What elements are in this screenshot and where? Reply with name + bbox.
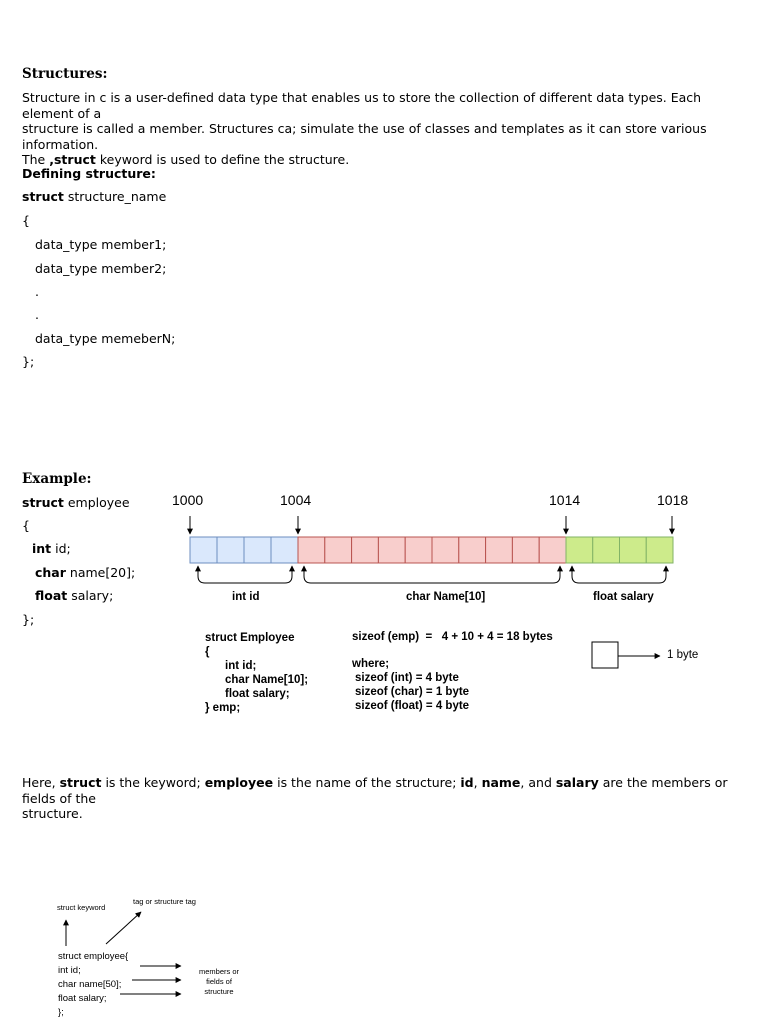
explanation-line-2: structure. [22, 806, 83, 821]
ex-open-brace: { [22, 518, 30, 533]
byte-legend-box [592, 642, 618, 668]
explanation-paragraph [22, 775, 732, 822]
sizeof-int: sizeof (int) = 4 byte [355, 672, 459, 684]
int-cell-3 [244, 537, 271, 563]
label-int-id: int id [232, 591, 260, 603]
def-open-brace: { [22, 213, 30, 228]
byte-legend-label: 1 byte [667, 649, 699, 661]
address-1000: 1000 [172, 492, 204, 508]
brace-float-salary [572, 566, 666, 583]
explanation-line-1: Here, struct is the keyword; employee is the name of the structure; id, name, and salary are the members or fields of the [22, 775, 728, 806]
section-heading-structures: Structures: [22, 66, 108, 82]
sizeof-where [352, 657, 469, 713]
sizeof-char: sizeof (char) = 1 byte [355, 686, 470, 698]
char-cell-1 [298, 537, 325, 563]
brace-char-name [304, 566, 560, 583]
label-members [193, 967, 245, 997]
address-1014: 1014 [549, 492, 581, 508]
float-cell-3 [620, 537, 647, 563]
ex-field-name: char name[20]; [35, 565, 136, 580]
address-arrows [190, 516, 672, 534]
intro-line-2: structure is called a member. Structures ca; simulate the use of classes and templates as it can store various information. [22, 121, 707, 152]
char-cell-7 [459, 537, 486, 563]
def-memberN: data_type memeberN; [35, 331, 176, 346]
ex-struct-line: struct employee [22, 495, 130, 510]
tag-arrow [106, 912, 141, 944]
float-cell-2 [593, 537, 620, 563]
anatomy-code-4: float salary; [58, 993, 107, 1004]
anatomy-code-2: int id; [58, 965, 81, 976]
anatomy-code-5: }; [58, 1007, 64, 1018]
char-cell-4 [378, 537, 405, 563]
def-struct-line: struct structure_name [22, 189, 167, 204]
char-cell-9 [512, 537, 539, 563]
label-char-name: char Name[10] [406, 591, 486, 603]
ex-field-id: int id; [32, 541, 71, 556]
intro-line-1: Structure in c is a user-defined data type that enables us to store the collection of different data types. Each element of a [22, 90, 702, 121]
char-cell-10 [539, 537, 566, 563]
anatomy-code-3: char name[50]; [58, 979, 122, 990]
label-struct-keyword: struct keyword [57, 903, 106, 912]
def-member1: data_type member1; [35, 237, 167, 252]
se-line2: { [205, 646, 210, 658]
anatomy-code [58, 950, 128, 1020]
char-cell-3 [352, 537, 379, 563]
members-line-3: structure [204, 987, 234, 996]
field-braces [198, 566, 666, 583]
se-line5: float salary; [225, 688, 290, 700]
label-structure-tag: tag or structure tag [133, 897, 196, 906]
float-cell-4 [646, 537, 673, 563]
section-heading-defining: Defining structure: [22, 166, 156, 181]
anatomy-code-1: struct employee{ [58, 951, 129, 962]
se-line3: int id; [225, 660, 257, 672]
int-cell-4 [271, 537, 298, 563]
address-1018: 1018 [657, 492, 689, 508]
memory-cells [190, 537, 673, 563]
sizeof-where-line: where; [352, 658, 390, 670]
char-cell-6 [432, 537, 459, 563]
def-member2: data_type member2; [35, 261, 167, 276]
struct-employee-code [205, 631, 308, 715]
float-cell-1 [566, 537, 593, 563]
def-dot1: . [35, 284, 39, 299]
int-cell-1 [190, 537, 217, 563]
se-line1: struct Employee [205, 632, 295, 644]
sizeof-emp: sizeof (emp) = 4 + 10 + 4 = 18 bytes [352, 631, 553, 643]
char-cell-2 [325, 537, 352, 563]
se-line6: } emp; [205, 702, 241, 714]
brace-int-id [198, 566, 292, 583]
intro-line-3: The ,struct keyword is used to define the structure. [22, 152, 350, 167]
char-cell-8 [486, 537, 513, 563]
members-line-2: fields of [206, 977, 232, 986]
int-cell-2 [217, 537, 244, 563]
ex-close-brace: }; [22, 612, 35, 627]
members-line-1: members or [198, 967, 239, 976]
def-dot2: . [35, 307, 39, 322]
char-cell-5 [405, 537, 432, 563]
sizeof-float: sizeof (float) = 4 byte [355, 700, 470, 712]
label-float-salary: float salary [593, 591, 654, 603]
ex-field-salary: float salary; [35, 588, 114, 603]
section-heading-example: Example: [22, 471, 92, 487]
se-line4: char Name[10]; [225, 674, 309, 686]
address-1004: 1004 [280, 492, 312, 508]
def-close-brace: }; [22, 354, 35, 369]
